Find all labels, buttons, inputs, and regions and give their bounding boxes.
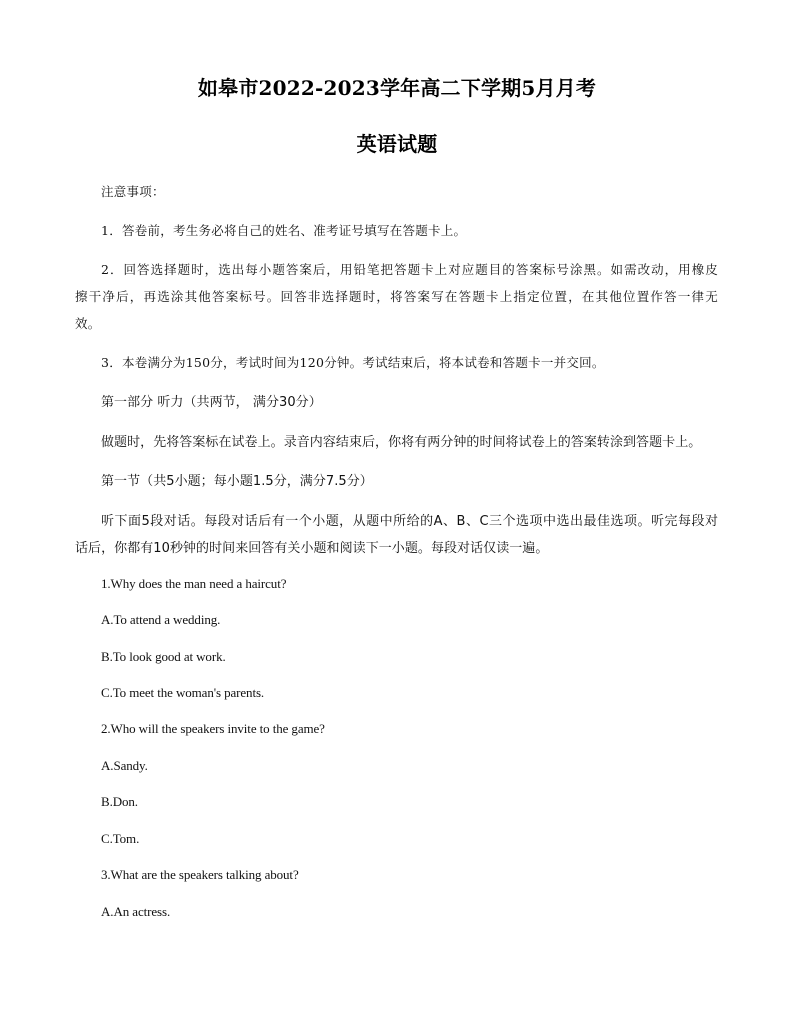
- exam-title: 如皋市2022-2023学年高二下学期5月月考: [197, 76, 597, 100]
- question-3-option-a: A.An actress.: [101, 904, 171, 919]
- question-1-stem: 1.Why does the man need a haircut?: [101, 576, 287, 591]
- part1-instruction: 做题时，先将答案标在试卷上。录音内容结束后，你将有两分钟的时间将试卷上的答案转涂到答题卡上。: [101, 435, 702, 450]
- section1-intro-line-1: 听下面5段对话。每段对话后有一个小题，从题中所给的A、B、C三个选项中选出最佳选项。听完每段对: [101, 514, 718, 529]
- note-item-1: 1．答卷前，考生务必将自己的姓名、准考证号填写在答题卡上。: [101, 223, 467, 238]
- part1-heading: 第一部分 听力（共两节， 满分30分）: [101, 395, 322, 410]
- question-3-stem: 3.What are the speakers talking about?: [101, 867, 299, 882]
- notes-heading: 注意事项：: [101, 184, 165, 199]
- exam-subtitle: 英语试题: [356, 132, 438, 156]
- question-1-option-b: B.To look good at work.: [101, 649, 226, 664]
- question-2-stem: 2.Who will the speakers invite to the game?: [101, 721, 325, 736]
- section1-intro-line-2: 话后，你都有10秒钟的时间来回答有关小题和阅读下一小题。每段对话仅读一遍。: [75, 541, 549, 556]
- question-2-option-c: C.Tom.: [101, 831, 140, 846]
- note-item-2-line-2: 擦干净后，再选涂其他答案标号。回答非选择题时，将答案写在答题卡上指定位置，在其他位置作答一律无: [75, 289, 718, 304]
- note-item-2-line-1: 2．回答选择题时，选出每小题答案后，用铅笔把答题卡上对应题目的答案标号涂黑。如需改动，用橡皮: [101, 262, 718, 277]
- question-2-option-a: A.Sandy.: [101, 758, 148, 773]
- question-1-option-c: C.To meet the woman's parents.: [101, 685, 265, 700]
- note-item-2-line-3: 效。: [75, 316, 101, 331]
- note-item-3: 3．本卷满分为150分，考试时间为120分钟。考试结束后，将本试卷和答题卡一并交回。: [101, 355, 605, 370]
- question-2-option-b: B.Don.: [101, 794, 138, 809]
- question-1-option-a: A.To attend a wedding.: [101, 612, 221, 627]
- section1-heading: 第一节（共5小题；每小题1.5分，满分7.5分）: [101, 474, 373, 489]
